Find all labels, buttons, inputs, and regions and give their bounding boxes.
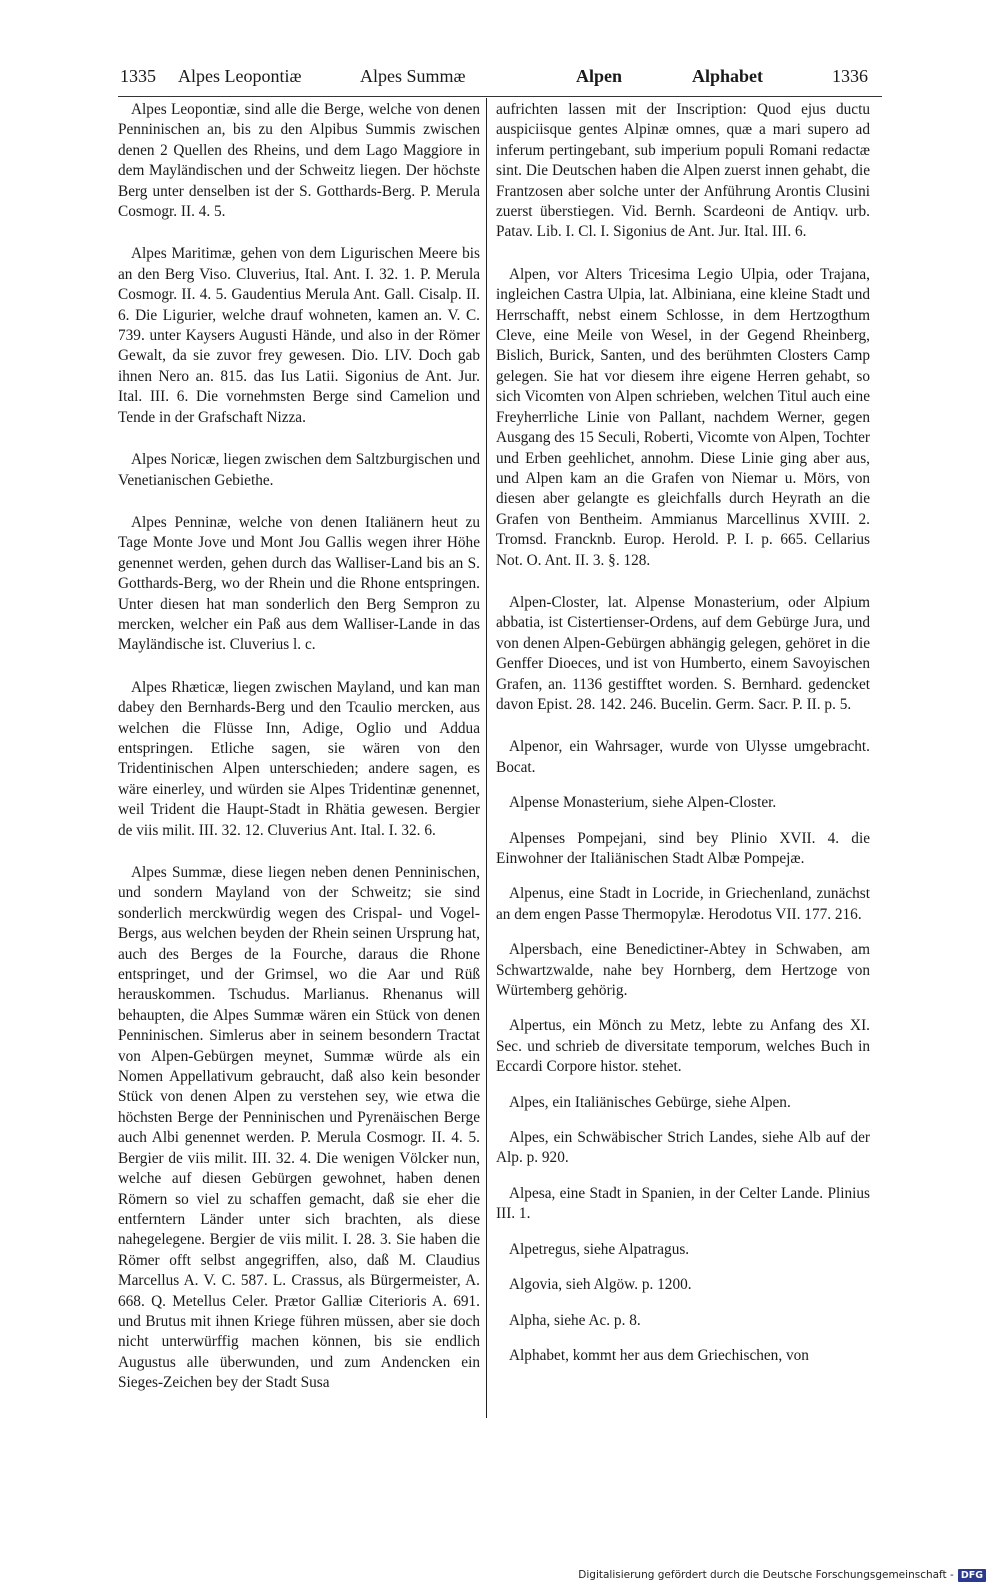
entry-continuation: aufrichten lassen mit der Inscription: Quod ejus ductu auspiciisque gentes Alpinæ omnes, quæ a mari supero ad inferum pertingebant, sub imperium populi Romani redactæ sint. Die Deutschen haben die Alpen zuerst innen gehabt, die Frantzosen aber solche unter der Anführung Arontis Clusini zuerst überstiegen. Vid. Bernh. Scardeoni de Antiqv. urb. Patav. Lib. I. Cl. I. Sigonius de Ant. Jur. Ital. III. 6.	[496, 101, 870, 241]
running-head-left-1: Alpes Leopontiæ	[178, 66, 302, 86]
dfg-logo: DFG	[958, 1569, 986, 1582]
entry-alpha: Alpha, siehe Ac. p. 8.	[509, 1311, 641, 1329]
entry-alpes-noricae: Alpes Noricæ, liegen zwischen dem Saltzburgischen und Venetianischen Gebiethe.	[118, 451, 480, 489]
page-number-left: 1335	[120, 66, 156, 86]
entry-alpetregus: Alpetregus, siehe Alpatragus.	[509, 1240, 690, 1258]
entry-alpes-maritimae: Alpes Maritimæ, gehen von dem Ligurischen Meere bis an den Berg Viso. Cluverius, Ital. Ant. I. 32. 1. P. Merula Cosmogr. II. 4. 5. Gaudentius Merula Ant. Gall. Cisalp. II. 6. Die Ligurier, welche drauf wohneten, kamen an. V. C. 739. unter Kaysers Augusti Hände, und also in der Römer Gewalt, da sie zuvor frey gewesen. Dio. LIV. Doch gab ihnen Nero an. 815. das Ius Latii. Sigonius de Ant. Jur. Ital. III. 6. Die vornehmsten Berge sind Camelion und Tende in der Grafschaft Nizza.	[118, 245, 480, 426]
page-number-right: 1336	[832, 66, 868, 86]
entry-alpes-schwaebisch: Alpes, ein Schwäbischer Strich Landes, siehe Alb auf der Alp. p. 920.	[496, 1129, 870, 1167]
entry-alpesa: Alpesa, eine Stadt in Spanien, in der Celter Lande. Plinius III. 1.	[496, 1184, 870, 1223]
header-rule	[118, 96, 882, 97]
right-column	[496, 100, 870, 1381]
column-divider	[486, 98, 487, 1418]
entry-alpes-leopontiae: Alpes Leopontiæ, sind alle die Berge, welche von denen Penninischen an, bis zu den Alpibus Summis zwischen denen 2 Quellen des Rheins, und dem Lago Maggiore in dem Mayländischen und der Schweitz liegen. Der höchste Berg unter denselben ist der S. Gotthards-Berg. P. Merula Cosmogr. II. 4. 5.	[118, 101, 480, 221]
running-head-right-1: Alpen	[576, 66, 623, 86]
footer-text: Digitalisierung gefördert durch die Deutsche Forschungsgemeinschaft -	[578, 1569, 954, 1581]
entry-alpes-rhaeticae: Alpes Rhæticæ, liegen zwischen Mayland, und kan man dabey den Bernhards-Berg und den Tcaulio mercken, aus welchen die Flüsse Inn, Adige, Oglio und Addua entspringen. Etliche sagen, sie wären von den Tridentinischen Alpen unterschieden; andere sagen, es wäre einerley, und würden sie Alpes Tridentinæ genennet, weil Trident die Haupt-Stadt in Rhätia gewesen. Bergier de viis milit. III. 32. 12. Cluverius Ant. Ital. I. 32. 6.	[118, 678, 480, 839]
entry-alpen: Alpen, vor Alters Tricesima Legio Ulpia, oder Trajana, ingleichen Castra Ulpia, lat. Albiniana, eine kleine Stadt und Herrschafft, nebst einem Schlosse, in dem Hertzogthum Cleve, eine Meile von Wesel, in der Gegend Rheinberg, Bislich, Burick, Santen, und des berühmten Closters Camp gelegen. Sie hat vor diesem ihre eigene Herren gehabt, so sich Vicomten von Alpen schrieben, welchen Titul auch eine Freyherrliche Linie von Pallant, nachdem Werner, gegen Ausgang des 15 Seculi, Roberti, Vicomte von Alpen, Tochter und Erben geehlichet, annohm. Diese Linie ging aber aus, und Alpen kam an die Grafen von Niemar u. Mörs, von diesen aber gelangte es gleichfalls durch Heyrath an die Grafen von Bentheim. Ammianus Marcellinus XVIII. 2. Tromsd. Francknb. Europ. Herold. P. I. p. 665. Cellarius Not. O. Ant. II. 3. §. 128.	[496, 265, 870, 569]
entry-alpersbach: Alpersbach, eine Benedictiner-Abtey in Schwaben, am Schwartzwalde, nahe bey Hornberg, dem Hertzoge von Würtemberg gehörig.	[496, 941, 870, 1000]
running-head-left-2: Alpes Summæ	[360, 66, 466, 86]
entry-alpertus: Alpertus, ein Mönch zu Metz, lebte zu Anfang des XI. Sec. und schrieb de diversitate temporum, welches Buch in Eccardi Corpore histor. stehet.	[496, 1017, 870, 1076]
entry-alpes-penninae: Alpes Penninæ, welche von denen Italiänern heut zu Tage Monte Jove und Mont Jou Gallis wegen ihrer Höhe genennet werden, gehen durch das Walliser-Land bis an S. Gotthards-Berg, wo der Rhein und die Rhone entspringen. Unter diesen hat man sonderlich den Berg Sempron zu mercken, welcher ein Paß aus dem Walliser-Lande in das Mayländische ist. Cluverius l. c.	[118, 513, 480, 654]
entry-alpes-summae: Alpes Summæ, diese liegen neben denen Penninischen, und sondern Mayland von der Schweitz; sie sind sonderlich merckwürdig wegen des Crispal- und Vogel-Bergs, aus welchen beyden der Rhein seinen Ursprung hat, auch des Berges de la Fourche, daraus die Rhone entspringet, und der Grimsel, wo die Aar und Rüß herauskommen. Tschudus. Marlianus. Rhenanus will behaupten, die Alpes Summæ wären ein Stück von denen Penninischen. Simlerus aber in seinem besondern Tractat von Alpen-Gebürgen meynet, Summæ würde als ein Nomen Appellativum gebraucht, daß also kein besonder Stück von denen Alpen zu verstehen sey, wie etwa die höchsten Berge der Penninischen und Pyrenäischen Berge auch Albi genennet werden. P. Merula Cosmogr. II. 4. 5. Bergier de viis milit. III. 32. 4. Die wenigen Völcker nun, welche auf diesen Gebürgen gewohnet, haben denen Römern so viel zu schaffen gemacht, daß sie eher die entferntern Länder unter sich brachten, als diese nahegelegene. Bergier de viis milit. I. 28. 3. Sie haben die Römer offt selbst angegriffen, also, daß M. Claudius Marcellus A. V. C. 587. L. Crassus, als Bürgermeister, A. 668. Q. Metellus Celer. Prætor Galliæ Citerioris A. 691. und Brutus mit ihnen Kriege führen müssen, aber sie doch nicht unterwürffig machen können, bis sie endlich Augustus alle überwunden, und zum Andencken ein Sieges-Zeichen bey der Stadt Susa	[118, 864, 480, 1392]
running-head-right-2: Alphabet	[692, 66, 764, 86]
entry-alpenses-pompejani: Alpenses Pompejani, sind bey Plinio XVII. 4. die Einwohner der Italiänischen Stadt Albæ Pompejæ.	[496, 829, 870, 867]
entry-algovia: Algovia, sieh Algöw. p. 1200.	[509, 1276, 692, 1294]
entry-alpense-monasterium: Alpense Monasterium, siehe Alpen-Closter.	[509, 794, 777, 812]
entry-alpenus: Alpenus, eine Stadt in Locride, in Griechenland, zunächst an dem engen Passe Thermopylæ. Herodotus VII. 177. 216.	[496, 885, 870, 923]
left-column	[118, 100, 480, 1409]
entry-alpenor: Alpenor, ein Wahrsager, wurde von Ulysse umgebracht. Bocat.	[496, 738, 870, 776]
footer-note	[578, 1569, 986, 1582]
entry-alpes-gebuerge: Alpes, ein Italiänisches Gebürge, siehe Alpen.	[509, 1093, 791, 1111]
entry-alpen-closter: Alpen-Closter, lat. Alpense Monasterium, oder Alpium abbatia, ist Cistertienser-Ordens, auf dem Gebürge Jura, und von denen Alpen-Gebürgen abhängig gelegen, gehöret in die Genffer Dioeces, und ist von Humberto, einem Savoyischen Grafen, an. 1136 gestifftet worden. S. Bernhard. gedencket davon Epist. 28. 142. 246. Bucelin. Germ. Sacr. P. II. p. 5.	[496, 593, 870, 713]
entry-alphabet: Alphabet, kommt her aus dem Griechischen, von	[509, 1346, 809, 1364]
page-header	[120, 66, 882, 94]
